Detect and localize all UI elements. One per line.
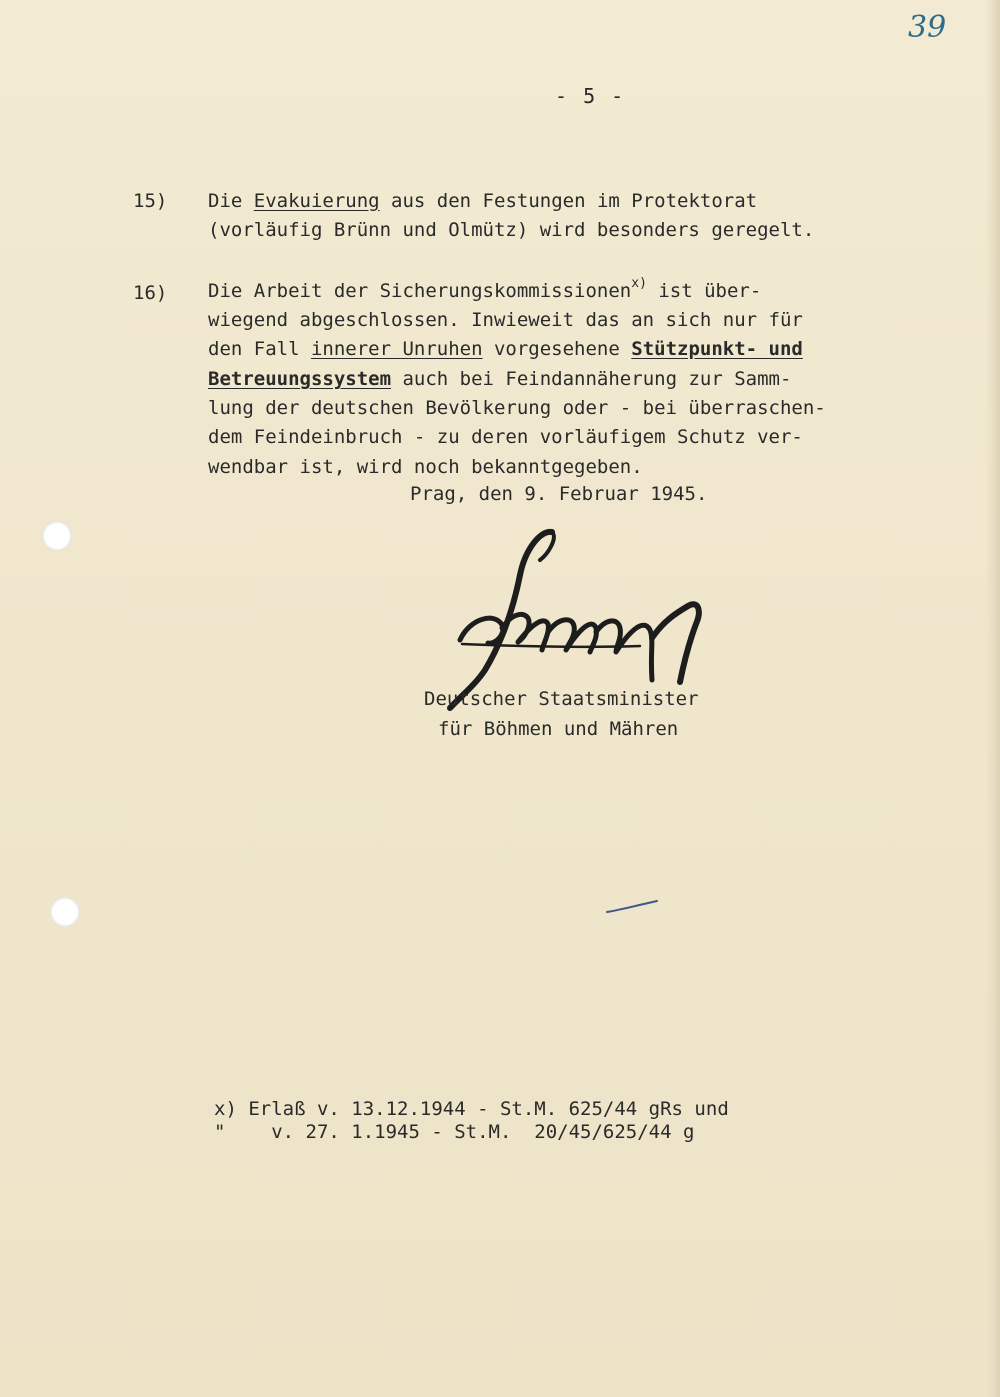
item-16-line-6: dem Feindeinbruch - zu deren vorläufigem Schutz ver- (208, 426, 803, 448)
footnote-marker: x) (631, 276, 647, 291)
item-16-line-3: den Fall innerer Unruhen vorgesehene Stützpunkt- und (208, 338, 803, 360)
item-16-line-5: lung der deutschen Bevölkerung oder - bei überraschen- (208, 397, 826, 419)
item-16-line-7: wendbar ist, wird noch bekanntgegeben. (208, 456, 643, 478)
underlined-betreuungssystem: Betreuungssystem (208, 368, 392, 390)
item-15-line-1: Die Evakuierung aus den Festungen im Protektorat (208, 190, 758, 212)
punch-hole-lower (50, 897, 80, 927)
underlined-evakuierung: Evakuierung (253, 190, 380, 212)
item-16-line-2: wiegend abgeschlossen. Inwieweit das an sich nur für (208, 309, 803, 331)
underlined-stuetzpunkt: Stützpunkt- und (631, 338, 803, 360)
item-number-16: 16) (133, 282, 168, 304)
archive-number: 39 (908, 10, 947, 45)
item-number-15: 15) (133, 190, 168, 212)
place-date: Prag, den 9. Februar 1945. (410, 483, 708, 505)
footnote-line-2: " v. 27. 1.1945 - St.M. 20/45/625/44 g (214, 1121, 695, 1143)
signatory-title-line-1: Deutscher Staatsminister (424, 688, 699, 710)
footnote-line-1: x) Erlaß v. 13.12.1944 - St.M. 625/44 gRs und (214, 1098, 729, 1120)
item-16-line-1: Die Arbeit der Sicherungskommissionen$^{x)}$ ist über- (208, 276, 762, 302)
item-15-line-2: (vorläufig Brünn und Olmütz) wird besonders geregelt. (208, 219, 815, 241)
ink-stroke-mark (605, 898, 660, 918)
punch-hole-upper (42, 521, 72, 551)
underlined-innerer-unruhen: innerer Unruhen (310, 338, 483, 360)
paper-edge (986, 0, 1000, 1397)
item-16-line-4: Betreuungssystem auch bei Feindannäherung zur Samm- (208, 368, 792, 390)
signatory-title-line-2: für Böhmen und Mähren (438, 718, 679, 740)
page-number: - 5 - (555, 84, 626, 108)
